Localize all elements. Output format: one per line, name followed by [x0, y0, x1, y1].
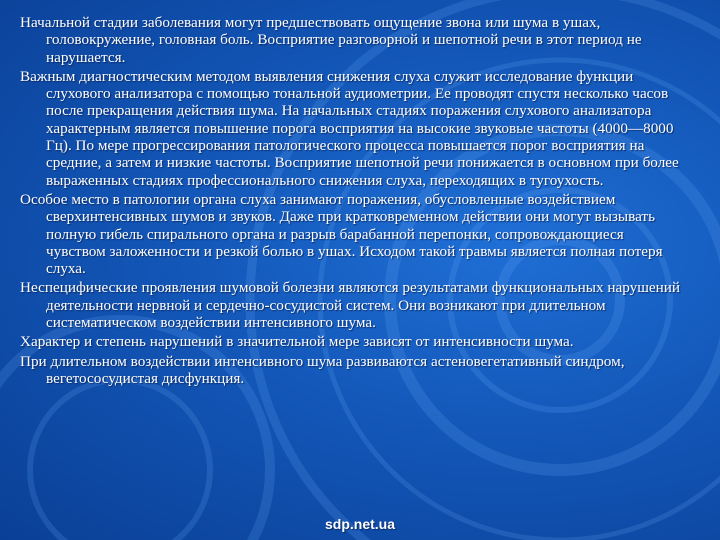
paragraph-superintense-noise: Особое место в патологии органа слуха занимают поражения, обусловленные воздействием сверхинтенсивных шумов и звуков. Даже при кратковременном действии они могут вызывать полную гибель спирального органа и разрыв барабанной перепонки, сопровождающиеся чувством заложенности и резкой болью в ушах. Исходом такой травмы является полная потеря слуха. [20, 190, 663, 278]
paragraph-diagnostics: Важным диагностическим методом выявления снижения слуха служит исследование функции слухового анализатора с помощью тональной аудиометрии. Ее проводят спустя несколько часов после прекращения действия шума. На начальных стадиях поражения слухового анализатора характерным является повышение порога восприятия на высокие звуковые частоты (4000—8000 Гц). По мере прогрессирования патологического процесса повышается порог восприятия на средние, а затем и низкие частоты. Восприятие шепотной речи понижается в основном при более выраженных стадиях профессионального снижения слуха, переходящих в тугоухость. [20, 67, 679, 189]
paragraph-severity: Характер и степень нарушений в значительной мере зависят от интенсивности шума. [20, 333, 574, 351]
paragraph-long-exposure: При длительном воздействии интенсивного шума развиваются астеновегетативный синдром, вегетососудистая дисфункция. [20, 352, 625, 387]
slide-text-body [20, 14, 682, 389]
paragraph-early-stage: Начальной стадии заболевания могут предшествовать ощущение звона или шума в ушах, головокружение, головная боль. Восприятие разговорной и шепотной речи в этот период не нарушается. [20, 14, 642, 66]
paragraph-nonspecific-symptoms: Неспецифические проявления шумовой болезни являются результатами функциональных нарушений деятельности нервной и сердечно-сосудистой систем. Они возникают при длительном систематическом воздействии интенсивного шума. [20, 279, 681, 332]
site-watermark: sdp.net.ua [324, 516, 395, 532]
